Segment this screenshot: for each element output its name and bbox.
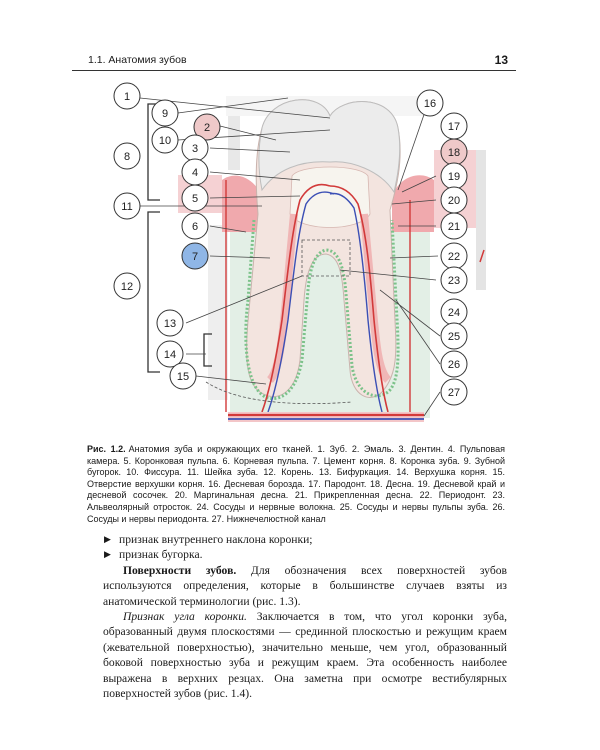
callout-11 <box>114 193 140 219</box>
list-item: ▶ признак бугорка. <box>104 548 203 562</box>
svg-text:19: 19 <box>447 171 461 183</box>
svg-text:16: 16 <box>423 98 437 110</box>
svg-text:13: 13 <box>163 318 177 330</box>
triangle-bullet-icon: ▶ <box>104 549 111 560</box>
callout-5 <box>182 185 208 211</box>
callout-23 <box>441 267 467 293</box>
callout-20 <box>441 187 467 213</box>
svg-text:10: 10 <box>158 135 172 147</box>
callout-9 <box>152 100 178 126</box>
callout-6 <box>182 213 208 239</box>
svg-text:2: 2 <box>203 122 211 134</box>
svg-text:14: 14 <box>163 349 177 361</box>
callout-1 <box>114 83 140 109</box>
svg-text:26: 26 <box>447 359 461 371</box>
svg-text:6: 6 <box>191 221 199 233</box>
run-in-heading: Поверхности зубов. <box>123 563 237 577</box>
page-number: 13 <box>494 53 508 67</box>
callout-13 <box>157 310 183 336</box>
svg-text:25: 25 <box>447 331 461 343</box>
svg-text:12: 12 <box>120 281 134 293</box>
callout-16 <box>417 90 443 116</box>
svg-text:3: 3 <box>191 143 199 155</box>
callout-18 <box>441 139 467 165</box>
callout-4 <box>182 159 208 185</box>
tooth-anatomy-figure <box>100 80 500 440</box>
svg-text:24: 24 <box>447 307 461 319</box>
callout-25 <box>441 323 467 349</box>
callout-26 <box>441 351 467 377</box>
svg-text:18: 18 <box>447 147 461 159</box>
callout-24 <box>441 299 467 325</box>
figure-label: Рис. 1.2. <box>87 444 126 454</box>
callout-21 <box>441 213 467 239</box>
paragraph-surfaces: Поверхности зубов. Для обозначения всех поверхностей зубов используются определения, которые в большинстве случаев взяты из анатомической терминологии (рис. 1.3). <box>103 563 507 608</box>
callout-8 <box>114 143 140 169</box>
svg-text:17: 17 <box>447 121 461 133</box>
svg-text:9: 9 <box>161 108 169 120</box>
callout-15 <box>170 363 196 389</box>
svg-text:8: 8 <box>123 151 131 163</box>
run-in-heading: Признак угла коронки. <box>123 610 247 624</box>
section-title: 1.1. Анатомия зубов <box>88 54 187 66</box>
bullet-list <box>103 532 507 563</box>
svg-text:5: 5 <box>191 193 199 205</box>
callout-7 <box>182 243 208 269</box>
svg-text:11: 11 <box>121 201 133 213</box>
callout-22 <box>441 243 467 269</box>
svg-text:21: 21 <box>447 221 461 233</box>
svg-text:22: 22 <box>447 251 461 263</box>
list-item: ▶ признак внутреннего наклона коронки; <box>104 533 313 546</box>
triangle-bullet-icon: ▶ <box>104 534 111 544</box>
running-head <box>72 53 512 69</box>
callout-10 <box>152 127 178 153</box>
svg-text:23: 23 <box>447 275 461 287</box>
svg-text:4: 4 <box>191 167 199 179</box>
header-rule <box>72 70 516 71</box>
svg-text:7: 7 <box>191 251 199 263</box>
callout-27 <box>441 379 467 405</box>
svg-text:20: 20 <box>447 195 461 207</box>
mandibular-canal <box>228 412 424 422</box>
paragraph-crown-angle: Признак угла коронки. Заключается в том, что угол коронки зуба, образованный двумя плоскостями — срединной плоскостью и режущим краем (жевательной поверхностью), значительно меньше, чем угол, образованный боковой поверхностью зуба и режущим краем. Эта особенность наиболее выражена в верхних резцах. Она заметна при осмотре вестибулярных поверхностей зубов (рис. 1.4). <box>103 610 507 701</box>
grey-strip-right <box>476 150 486 290</box>
svg-text:1: 1 <box>123 91 131 103</box>
body-text <box>103 532 507 701</box>
callout-19 <box>441 163 467 189</box>
svg-text:15: 15 <box>176 371 190 383</box>
callout-3 <box>182 135 208 161</box>
callout-17 <box>441 113 467 139</box>
figure-caption <box>87 444 505 525</box>
callout-12 <box>114 273 140 299</box>
svg-text:27: 27 <box>447 387 461 399</box>
caption-text: Анатомия зуба и окружающих его тканей. 1. Зуб. 2. Эмаль. 3. Дентин. 4. Пульповая камера. 5. Коронковая пульпа. 6. Корневая пульпа. 7. Цемент корня. 8. Коронка зуба. 9. Зубной бугорок. 10. Фиссура. 11. Шейка зуба. 12. Корень. 13. Бифуркация. 14. Верхушка корня. 15. Отверстие верхушки корня. 16. Десневая борозда. 17. Пародонт. 18. Десна. 19. Десневой край и десневой сосочек. 20. Маргинальная десна. 21. Прикрепленная десна. 22. Периодонт. 23. Альвеолярный отросток. 24. Сосуды и нервные волокна. 25. Сосуды и нервы пульпы зуба. 26. Сосуды и нервы периодонта. 27. Нижнечелюстной канал <box>87 444 505 524</box>
